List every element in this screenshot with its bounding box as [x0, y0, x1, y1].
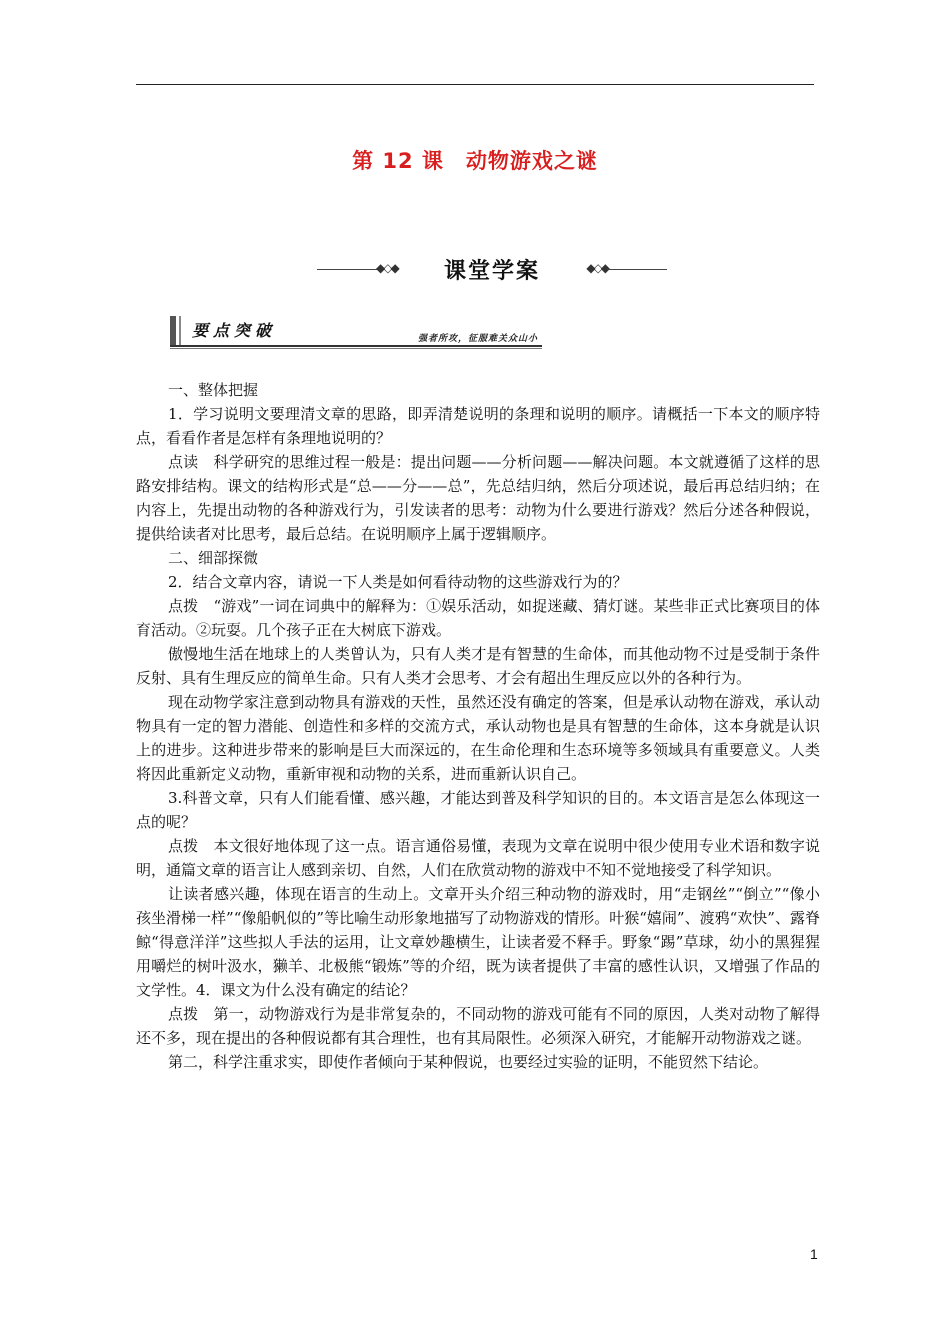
paragraph: 让读者感兴趣，体现在语言的生动上。文章开头介绍三种动物的游戏时，用“走钢丝”“倒立”“像小孩坐滑梯一样”“像船帆似的”等比喻生动形象地描写了动物游戏的情形。叶猴“嬉闹”、渡鸦“欢快”、露脊鲸“得意洋洋”这些拟人手法的运用，让文章妙趣横生，让读者爱不释手。野象“踢”草球，幼小的黑猩猩用嚼烂的树叶汲水，獭羊、北极熊“锻炼”等的介绍，既为读者提供了丰富的感性认识，又增强了作品的文学性。4．课文为什么没有确定的结论？ — [136, 885, 820, 999]
banner-bar-icon — [179, 316, 181, 346]
paragraph: 点拨 本文很好地体现了这一点。语言通俗易懂，表现为文章在说明中很少使用专业术语和数字说明，通篇文章的语言让人感到亲切、自然，人们在欣赏动物的游戏中不知不觉地接受了科学知识。 — [136, 837, 820, 879]
paragraph: 第二，科学注重求实，即使作者倾向于某种假说，也要经过实验的证明，不能贸然下结论。 — [168, 1053, 769, 1071]
diamond-ornament-icon: ◆◇◆ — [586, 261, 608, 275]
paragraph: 点拨 第一，动物游戏行为是非常复杂的，不同动物的游戏可能有不同的原因，人类对动物了解得还不多，现在提出的各种假说都有其合理性，也有其局限性。必须深入研究，才能解开动物游戏之谜。 — [136, 1005, 820, 1047]
paragraph: 3.科普文章，只有人们能看懂、感兴趣，才能达到普及科学知识的目的。本文语言是怎么体现这一点的呢？ — [136, 789, 820, 831]
paragraph: 二、细部探微 — [168, 549, 259, 567]
section-banner-label: 课堂学案 — [443, 259, 540, 284]
paragraph: 1．学习说明文要理清文章的思路，即弄清楚说明的条理和说明的顺序。请概括一下本文的顺序特点，看看作者是怎样有条理地说明的？ — [136, 405, 820, 447]
banner-underline — [170, 348, 542, 349]
section-banner — [312, 252, 672, 286]
paragraph: 点读 科学研究的思维过程一般是：提出问题——分析问题——解决问题。本文就遵循了这样的思路安排结构。课文的结构形式是“总——分——总”，先总结归纳，然后分项述说，最后再总结归纳；在内容上，先提出动物的各种游戏行为，引发读者的思考：动物为什么要进行游戏？然后分述各种假说，提供给读者对比思考，最后总结。在说明顺序上属于逻辑顺序。 — [136, 453, 820, 543]
key-points-banner — [170, 316, 542, 348]
banner-line-right — [607, 269, 667, 270]
lesson-title: 第 12 课 动物游戏之谜 — [352, 149, 598, 173]
header-rule — [136, 84, 814, 85]
paragraph: 2．结合文章内容，请说一下人类是如何看待动物的这些游戏行为的？ — [168, 573, 628, 591]
banner-bar-icon — [170, 316, 176, 346]
paragraph: 傲慢地生活在地球上的人类曾认为，只有人类才是有智慧的生命体，而其他动物不过是受制于条件反射、具有生理反应的简单生命。只有人类才会思考、才会有超出生理反应以外的各种行为。 — [136, 645, 820, 687]
key-points-motto: 强者所攻，征服难关众山小 — [417, 334, 538, 344]
banner-underline — [170, 345, 542, 347]
diamond-ornament-icon: ◆◇◆ — [376, 261, 398, 275]
key-points-label: 要点突破 — [192, 321, 277, 340]
paragraph: 点拨 “游戏”一词在词典中的解释为：①娱乐活动，如捉迷藏、猜灯谜。某些非正式比赛项目的体育活动。②玩耍。几个孩子正在大树底下游戏。 — [136, 597, 820, 639]
page-number: 1 — [810, 1246, 818, 1262]
paragraph: 现在动物学家注意到动物具有游戏的天性，虽然还没有确定的答案，但是承认动物在游戏，承认动物具有一定的智力潜能、创造性和多样的交流方式，承认动物也是具有智慧的生命体，这本身就是认识上的进步。这种进步带来的影响是巨大而深远的，在生命伦理和生态环境等多领域具有重要意义。人类将因此重新定义动物，重新审视和动物的关系，进而重新认识自己。 — [136, 693, 820, 783]
paragraph: 一、整体把握 — [168, 381, 259, 399]
body-text — [136, 378, 820, 1074]
